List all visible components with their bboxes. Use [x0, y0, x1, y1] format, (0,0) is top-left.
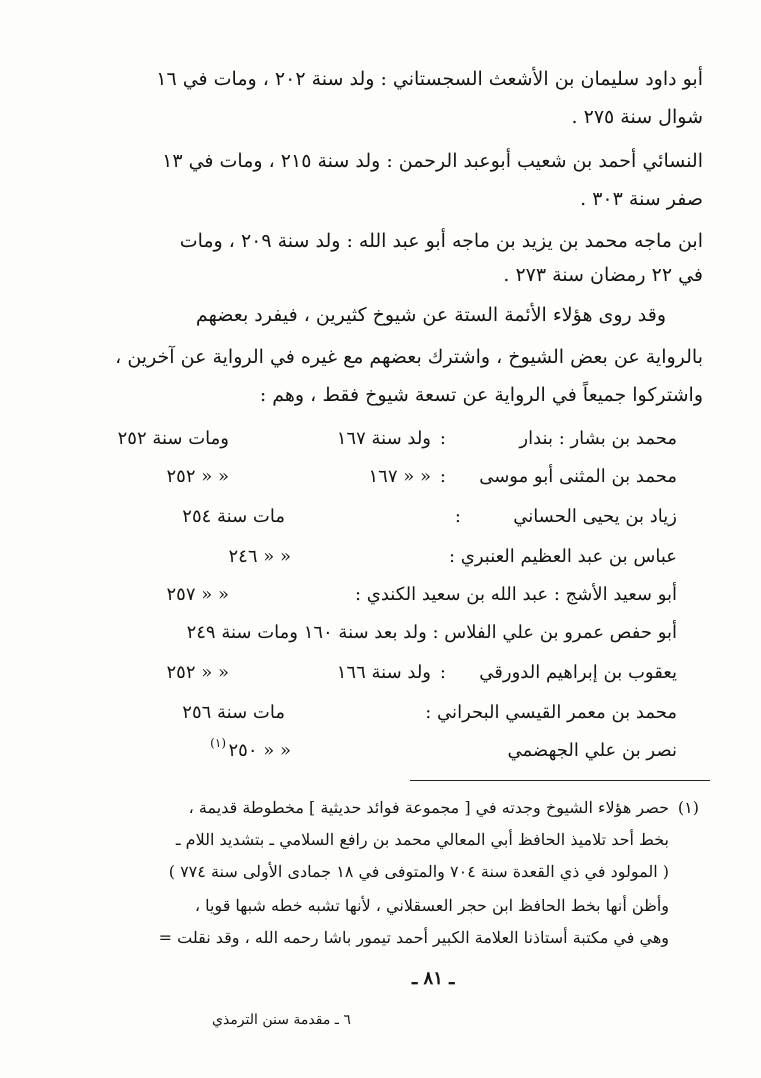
page-footer: ٦ ـ مقدمة سنن الترمذي — [212, 1012, 351, 1028]
sheikh-birth: ولد سنة ١٦٦ — [336, 662, 431, 683]
footnote-number: (١) — [677, 798, 699, 817]
entry-ibn-majah-line1: ابن ماجه محمد بن يزيد بن ماجه أبو عبد الله : ولد سنة ٢٠٩ ، ومات — [179, 230, 703, 252]
sheikh-name: أبو سعيد الأشج : عبد الله بن سعيد الكندي : — [354, 584, 677, 605]
sheikh-colon: : — [439, 428, 446, 449]
footnote-line: وهي في مكتبة أستاذنا العلامة الكبير أحمد تيمور باشا رحمه الله ، وقد نقلت = — [158, 928, 669, 947]
sheikh-death: مات سنة ٢٥٤ — [182, 506, 285, 527]
sheikh-colon: : — [439, 466, 446, 487]
sheikh-birth: ولد سنة ١٦٧ — [336, 428, 431, 449]
sheikh-colon: : — [439, 662, 446, 683]
sheikh-death: « « ٢٥٢ — [166, 466, 229, 487]
footnote-line: وأظن أنها بخط الحافظ ابن حجر العسقلاني ، لأنها تشبه خطه شبها قويا ، — [194, 896, 669, 915]
sheikh-name: محمد بن معمر القيسي البحراني : — [425, 702, 677, 723]
sheikh-death: « « ٢٥٢ — [166, 662, 229, 683]
intro-line-2: بالرواية عن بعض الشيوخ ، واشترك بعضهم مع غيره في الرواية عن آخرين ، — [115, 346, 703, 368]
entry-ibn-majah-line2: في ٢٢ رمضان سنة ٢٧٣ . — [503, 264, 703, 286]
sheikh-name: محمد بن بشار : بندار — [519, 428, 677, 449]
footnote-line: بخط أحد تلاميذ الحافظ أبي المعالي محمد بن رافع السلامي ـ بتشديد اللام ـ — [175, 830, 669, 849]
sheikh-death: « « ٢٥٧ — [166, 584, 229, 605]
footnote-line: ( المولود في ذي القعدة سنة ٧٠٤ والمتوفى في ١٨ جمادى الأولى سنة ٧٧٤ ) — [168, 862, 669, 881]
sheikh-death: « « ٢٥٠ — [228, 740, 291, 761]
sheikh-death: « « ٢٤٦ — [228, 546, 291, 567]
footnote-rule — [410, 780, 710, 781]
entry-abu-dawud-line2: شوال سنة ٢٧٥ . — [571, 106, 703, 128]
entry-abu-dawud-line1: أبو داود سليمان بن الأشعث السجستاني : ولد سنة ٢٠٢ ، ومات في ١٦ — [156, 68, 703, 90]
intro-line-1: وقد روى هؤلاء الأئمة الستة عن شيوخ كثيرين ، فيفرد بعضهم — [195, 304, 666, 326]
sheikh-name: يعقوب بن إبراهيم الدورقي — [479, 662, 677, 683]
sheikh-death: ومات سنة ٢٥٢ — [117, 428, 229, 449]
entry-nasai-line1: النسائي أحمد بن شعيب أبوعبد الرحمن : ولد سنة ٢١٥ ، ومات في ١٣ — [162, 150, 703, 172]
sheikh-name: محمد بن المثنى أبو موسى — [479, 466, 677, 487]
intro-line-3: واشتركوا جميعاً في الرواية عن تسعة شيوخ فقط ، وهم : — [259, 384, 703, 406]
footnote-marker: (١) — [210, 736, 226, 750]
sheikh-birth: « « ١٦٧ — [368, 466, 431, 487]
page-number: ـ ٨١ ـ — [412, 968, 455, 989]
sheikh-name: زياد بن يحيى الحساني — [513, 506, 677, 527]
sheikh-colon: : — [454, 506, 461, 527]
sheikh-name: عباس بن عبد العظيم العنبري : — [448, 546, 677, 567]
sheikh-name: أبو حفص عمرو بن علي الفلاس : ولد بعد سنة ١٦٠ ومات سنة ٢٤٩ — [186, 622, 677, 643]
entry-nasai-line2: صفر سنة ٣٠٣ . — [580, 188, 703, 210]
footnote-line: حصر هؤلاء الشيوخ وجدته في [ مجموعة فوائد حديثية ] مخطوطة قديمة ، — [188, 798, 669, 817]
sheikh-name: نصر بن علي الجهضمي — [507, 740, 677, 761]
sheikh-death: مات سنة ٢٥٦ — [182, 702, 285, 723]
